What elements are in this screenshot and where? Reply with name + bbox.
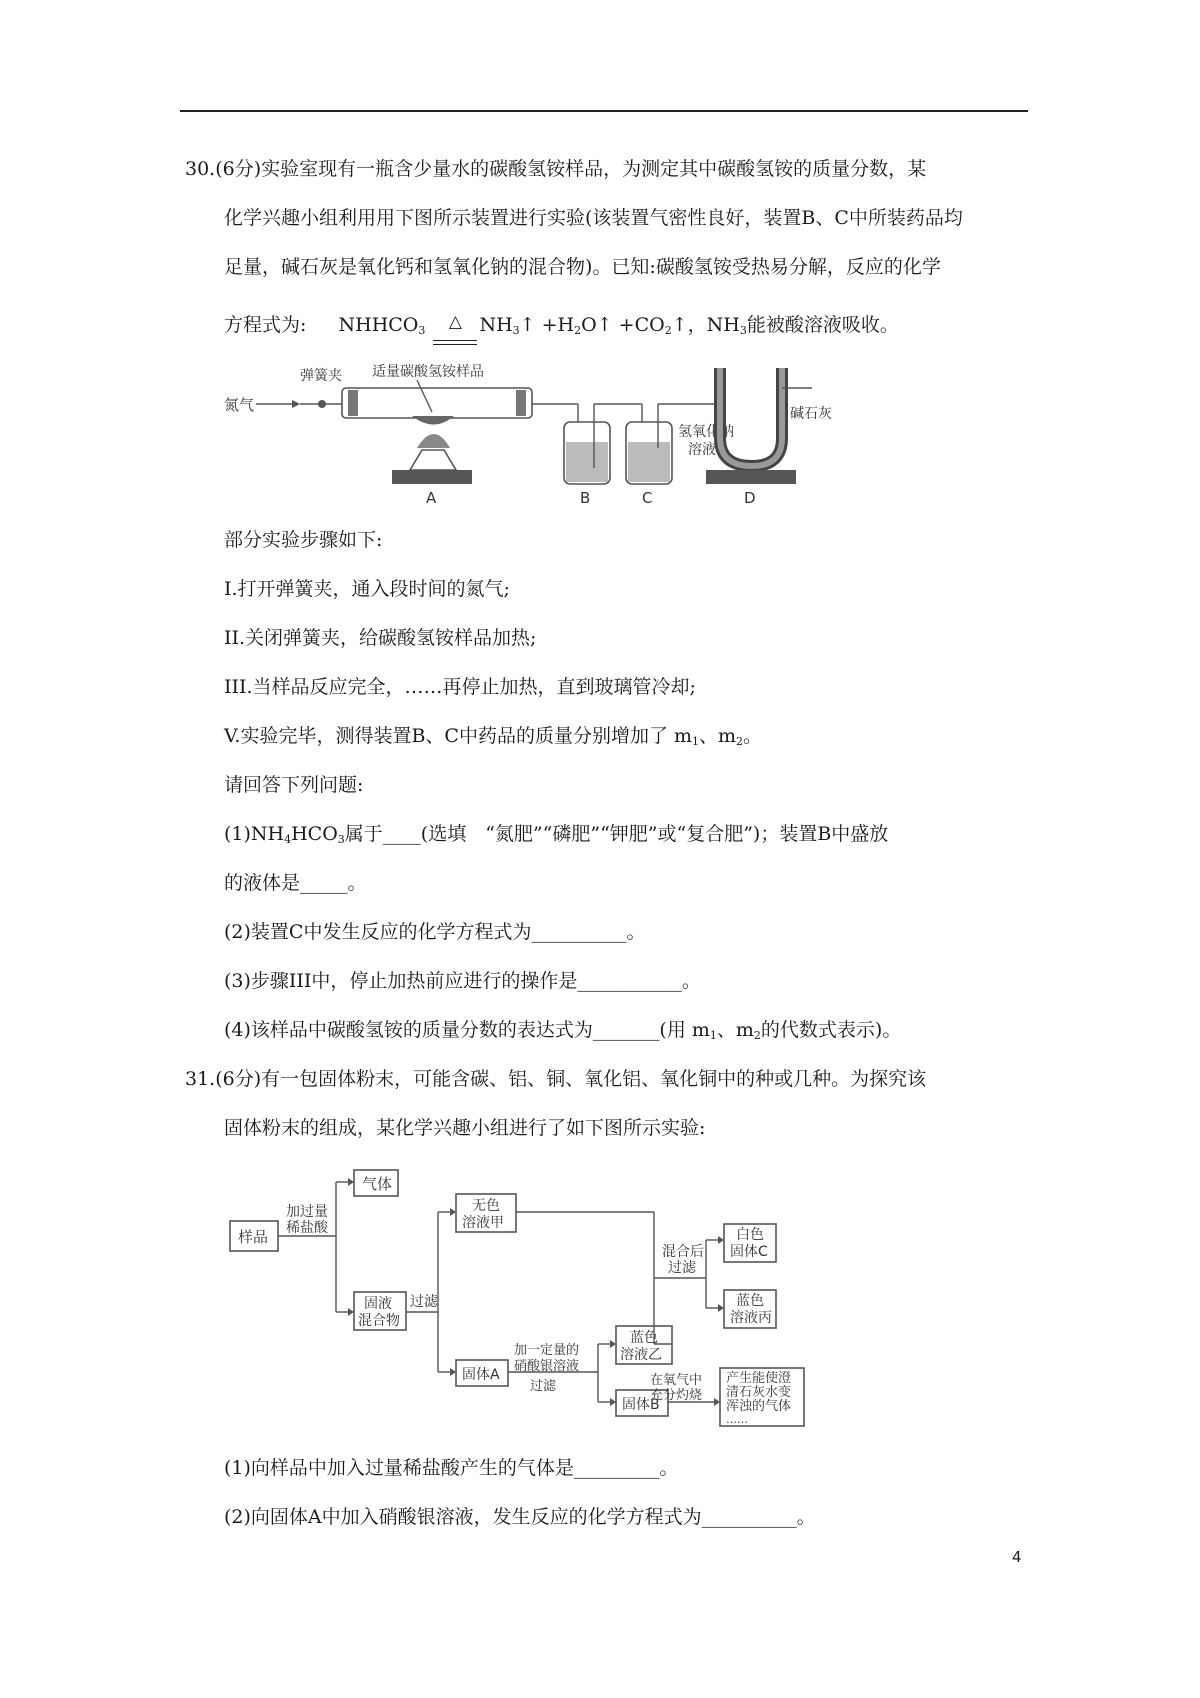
svg-text:D: D xyxy=(744,489,756,507)
svg-text:混合物: 混合物 xyxy=(358,1313,400,1329)
alcohol-lamp xyxy=(410,450,456,470)
q30-sub2: (2)装置C中发生反应的化学方程式为__________。 xyxy=(224,921,646,943)
svg-text:加一定量的: 加一定量的 xyxy=(514,1343,580,1358)
svg-text:溶液丙: 溶液丙 xyxy=(730,1310,772,1326)
label-clamp: 弹簧夹 xyxy=(300,368,342,384)
svg-text:固体C: 固体C xyxy=(730,1244,768,1260)
svg-text:溶液甲: 溶液甲 xyxy=(462,1215,504,1231)
step-3: III.当样品反应完全，……再停止加热，直到玻璃管冷却; xyxy=(224,676,696,698)
apparatus-diagram xyxy=(222,358,832,508)
svg-text:产生能使澄: 产生能使澄 xyxy=(726,1371,792,1386)
clamp-icon xyxy=(318,400,326,408)
q30-line3: 足量，碱石灰是氧化钙和氢氧化钠的混合物)。已知:碳酸氢铵受热易分解，反应的化学 xyxy=(224,256,941,278)
svg-text:A: A xyxy=(426,489,437,507)
label-nitrogen: 氮气 xyxy=(224,396,255,414)
svg-text:无色: 无色 xyxy=(472,1198,500,1214)
label-sample: 适量碳酸氢铵样品 xyxy=(372,364,484,380)
svg-text:固体A: 固体A xyxy=(462,1367,500,1383)
u-tube-D xyxy=(720,368,782,466)
label-naoh-2: 溶液 xyxy=(688,442,716,458)
step-5: V.实验完毕，测得装置B、C中药品的质量分别增加了 $m_1$、$m_2$。 xyxy=(224,725,763,748)
header-rule xyxy=(180,110,1028,112)
svg-text:在氧气中: 在氧气中 xyxy=(650,1373,703,1388)
q30-sub1: $(1)NH_4HCO_3$属于____(选填 “氮肥”“磷肥”“钾肥”或“复合肥”)；装置B中盛放 xyxy=(224,823,889,846)
step-1: I.打开弹簧夹，通入段时间的氮气; xyxy=(224,578,510,600)
page-number: 4 xyxy=(1012,1548,1022,1566)
svg-text:稀盐酸: 稀盐酸 xyxy=(286,1220,328,1236)
q31-line1: 31.(6分)有一包固体粉末，可能含碳、铝、铜、氧化铝、氧化铜中的种或几种。为探究该 xyxy=(185,1068,927,1090)
sample-powder xyxy=(412,416,454,425)
svg-text:固液: 固液 xyxy=(364,1296,392,1312)
q30-line1: 30.(6分)实验室现有一瓶含少量水的碳酸氢铵样品，为测定其中碳酸氢铵的质量分数，某 xyxy=(185,158,927,180)
svg-text:气体: 气体 xyxy=(362,1175,393,1193)
label-sodalime: 碱石灰 xyxy=(790,406,832,422)
svg-text:C: C xyxy=(642,489,653,507)
svg-text:蓝色: 蓝色 xyxy=(630,1330,658,1346)
step-2: II.关闭弹簧夹，给碳酸氢铵样品加热; xyxy=(224,627,537,649)
svg-text:过滤: 过滤 xyxy=(668,1260,696,1276)
svg-text:样品: 样品 xyxy=(238,1228,269,1246)
q30-sub1-line2: 的液体是_____。 xyxy=(224,872,367,894)
svg-text:过滤: 过滤 xyxy=(530,1379,557,1394)
label-naoh-1: 氢氧化钠 xyxy=(678,424,734,440)
svg-text:B: B xyxy=(580,489,591,507)
steps-title: 部分实验步骤如下: xyxy=(224,529,383,551)
q31-sub2: (2)向固体A中加入硝酸银溶液，发生反应的化学方程式为__________。 xyxy=(224,1506,816,1528)
q31-line2: 固体粉末的组成，某化学兴趣小组进行了如下图所示实验: xyxy=(224,1117,706,1139)
svg-text:硝酸银溶液: 硝酸银溶液 xyxy=(514,1359,580,1374)
svg-text:混合后: 混合后 xyxy=(662,1244,704,1260)
svg-text:加过量: 加过量 xyxy=(286,1204,328,1220)
q30-line2: 化学兴趣小组利用用下图所示装置进行实验(该装置气密性良好，装置B、C中所装药品均 xyxy=(224,207,963,229)
flowchart xyxy=(226,1168,886,1428)
q30-sub3: (3)步骤III中，停止加热前应进行的操作是___________。 xyxy=(224,970,701,992)
svg-text:过滤: 过滤 xyxy=(410,1294,438,1310)
eq-reactant: NHHCO xyxy=(338,314,419,336)
q30-sub4: (4)该样品中碳酸氢铵的质量分数的表达式为_______(用 $m_1$、$m_2$的代数式表示)。 xyxy=(224,1019,902,1042)
svg-text:充分灼烧: 充分灼烧 xyxy=(650,1388,703,1403)
svg-text:白色: 白色 xyxy=(736,1227,764,1243)
q31-sub1: (1)向样品中加入过量稀盐酸产生的气体是_________。 xyxy=(224,1457,679,1479)
svg-text:溶液乙: 溶液乙 xyxy=(620,1347,662,1363)
svg-text:蓝色: 蓝色 xyxy=(736,1293,764,1309)
answer-prompt: 请回答下列问题: xyxy=(224,774,364,796)
svg-text:……: …… xyxy=(726,1413,748,1426)
glass-tube xyxy=(342,388,532,418)
svg-text:清石灰水变: 清石灰水变 xyxy=(726,1385,792,1400)
svg-text:固体B: 固体B xyxy=(622,1397,660,1413)
svg-text:浑浊的气体: 浑浊的气体 xyxy=(726,1399,792,1414)
q30-equation: 方程式为: $NHHCO_3$ △ $NH_3↑$ $+H_2O↑$ $+CO_2↑$，$NH_3$能被酸溶液吸收。 xyxy=(224,312,899,344)
heat-symbol: △ xyxy=(448,312,462,332)
flame-icon xyxy=(417,434,450,448)
eq-prefix: 方程式为: xyxy=(224,314,307,336)
